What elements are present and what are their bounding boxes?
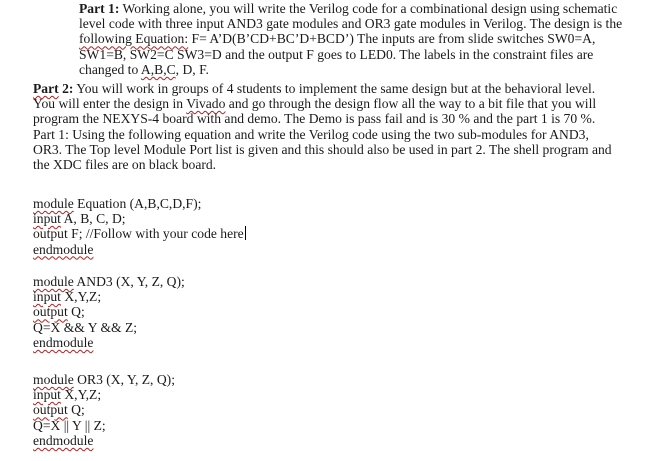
code-line: module AND3 (X, Y, Z, Q);	[33, 274, 185, 289]
code-block-equation	[33, 196, 433, 257]
code-line: module OR3 (X, Y, Z, Q);	[33, 372, 175, 387]
part1-label: Part 1:	[79, 1, 120, 16]
code-line: input A, B, C, D;	[33, 211, 126, 227]
part1-line-3: following Equation: F= A’D(B’CD+BC’D+BCD’) The inputs are from slide switches SW0=A,	[79, 31, 596, 47]
code-line	[33, 335, 433, 350]
code-line: output Q;	[33, 402, 85, 418]
code-block-and3	[33, 274, 433, 350]
code-line: module Equation (A,B,C,D,F);	[33, 196, 202, 211]
part2-label-word[interactable]: Part	[33, 81, 59, 96]
part2-label-num: 2:	[58, 81, 74, 96]
part2-line-4: Part 1: Using the following equation and write the Verilog code using the two sub-modules for AND3,	[33, 126, 589, 142]
keyword-endmodule[interactable]: endmodule	[33, 334, 94, 350]
keyword-output[interactable]: output	[33, 402, 68, 418]
part1-line-5: changed to A,B,C, D, F.	[79, 61, 209, 77]
keyword-module[interactable]: module	[33, 372, 74, 387]
keyword-endmodule[interactable]: endmodule	[33, 241, 94, 257]
spellcheck-word[interactable]: Vivado	[186, 96, 226, 112]
code-line: output F; //Follow with your code here	[33, 226, 244, 242]
keyword-input[interactable]: input	[33, 387, 61, 403]
spellcheck-word[interactable]: A,B,C	[140, 61, 176, 77]
part1-paragraph	[79, 1, 661, 77]
spellcheck-word[interactable]: following Equation:	[79, 31, 189, 47]
code-line: input X,Y,Z;	[33, 387, 102, 403]
keyword-module[interactable]: module	[33, 274, 74, 289]
code-block-or3	[33, 372, 433, 448]
part1-line-1: Part 1: Working alone, you will write the Verilog code for a combinational design using schematic	[79, 1, 618, 16]
keyword-input[interactable]: input	[33, 289, 61, 305]
text-cursor	[245, 226, 246, 240]
part1-line-2: level code with three input AND3 gate modules and OR3 gate modules in Verilog. The design is the	[79, 16, 623, 32]
keyword-endmodule[interactable]: endmodule	[33, 432, 94, 448]
code-line	[33, 242, 433, 257]
code-line: Q=X && Y && Z;	[33, 319, 138, 335]
keyword-module[interactable]: module	[33, 196, 74, 211]
part2-line-2: You will enter the design in Vivado and go through the design flow all the way to a bit file that you will	[33, 96, 597, 112]
part2-line-6: the XDC files are on black board.	[33, 157, 217, 173]
part2-line-3: program the NEXYS-4 board with and demo. The Demo is pass fail and is 30 % and the part 1 is 70 %.	[33, 111, 596, 127]
part2-line-1: Part 2: You will work in groups of 4 students to implement the same design but at the behavioral level.	[33, 81, 596, 96]
code-line	[33, 433, 433, 448]
part1-line-4: SW1=B, SW2=C SW3=D and the output F goes to LED0. The labels in the constraint files are	[79, 46, 594, 62]
code-line: output Q;	[33, 304, 85, 320]
code-line: Q=X || Y || Z;	[33, 417, 106, 433]
keyword-output[interactable]: output	[33, 304, 68, 320]
code-line: input X,Y,Z;	[33, 289, 102, 305]
part2-paragraph	[33, 81, 663, 172]
part2-line-5: OR3. The Top level Module Port list is given and this should also be used in part 2. The shell program and	[33, 141, 612, 157]
keyword-input[interactable]: input	[33, 211, 61, 227]
